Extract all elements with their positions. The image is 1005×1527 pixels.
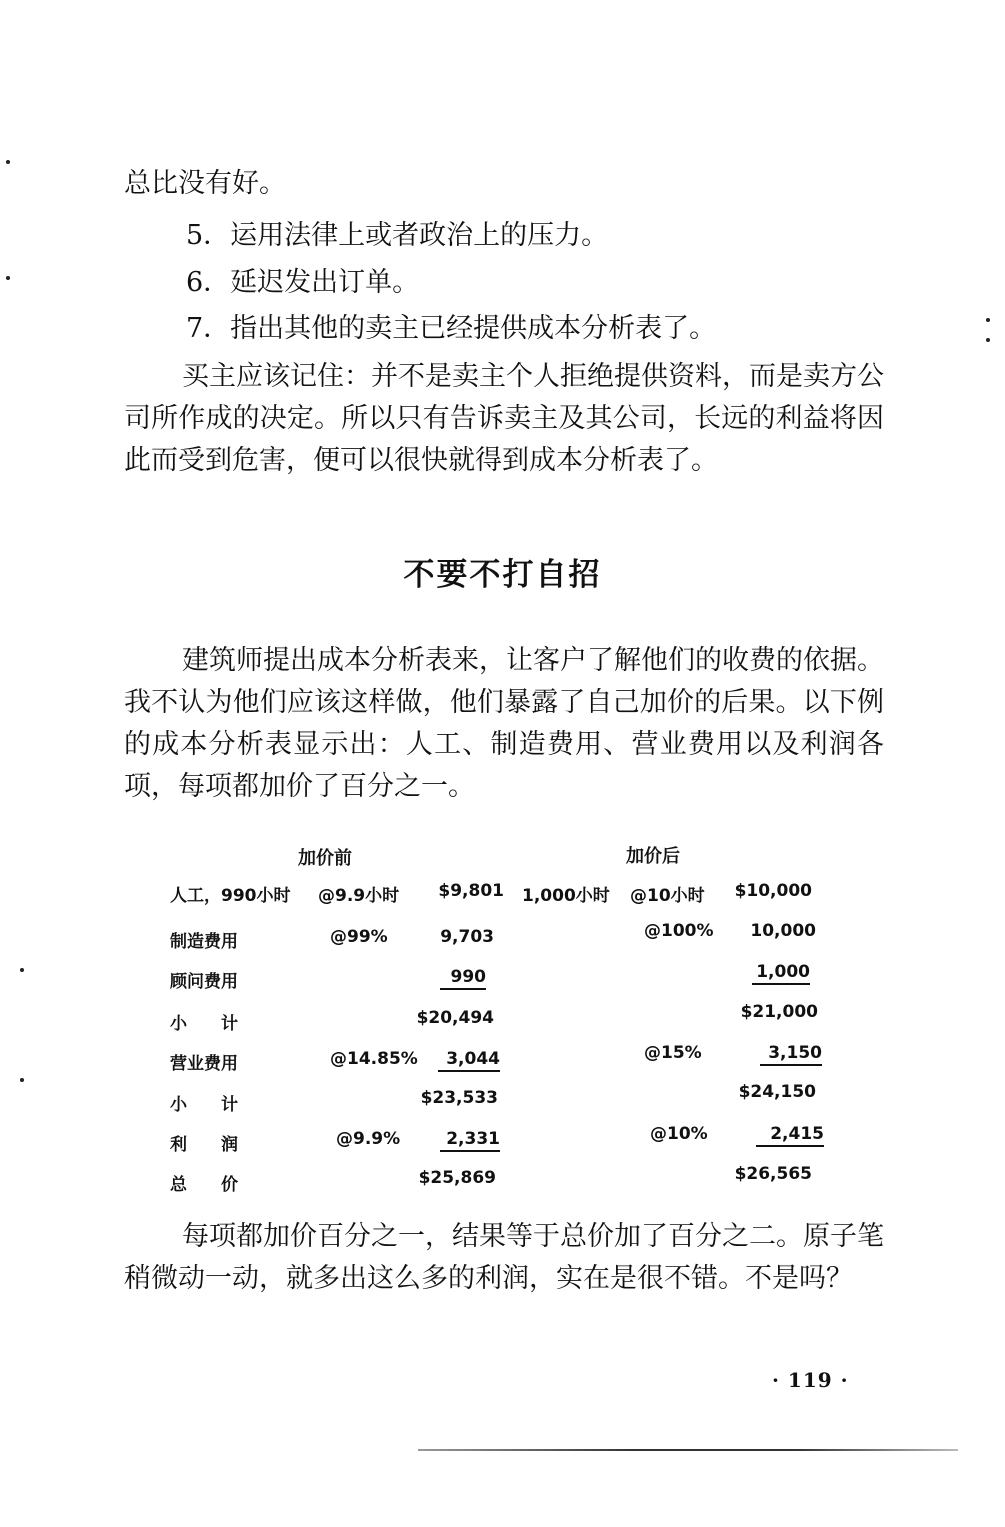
rate-after: @10%: [650, 1124, 708, 1144]
scan-speck: [986, 338, 990, 342]
list-item-6: 6．延迟发出订单。: [186, 267, 420, 298]
amount-before: $23,533: [420, 1088, 498, 1108]
scan-speck: [20, 1078, 24, 1082]
amount-before: $25,869: [418, 1168, 496, 1188]
list-item-7: 7．指出其他的卖主已经提供成本分析表了。: [186, 313, 717, 344]
row-label: 小 计: [170, 1014, 238, 1034]
amount-after: 1,000: [752, 962, 810, 985]
scan-speck: [20, 968, 24, 972]
amount-before: $9,801: [438, 881, 504, 901]
text-line: 总比没有好。: [124, 168, 286, 199]
amount-before: 2,331: [440, 1129, 500, 1152]
amount-after: 10,000: [750, 921, 816, 941]
row-label: 营业费用: [170, 1054, 238, 1074]
row-label: 制造费用: [170, 932, 238, 952]
amount-before: $20,494: [416, 1008, 494, 1028]
row-label: 小 计: [170, 1095, 238, 1115]
amount-after: $26,565: [734, 1164, 812, 1184]
rate-after: @15%: [644, 1043, 702, 1063]
row-label: 总 价: [170, 1175, 238, 1195]
amount-after: 2,415: [756, 1124, 824, 1147]
page-number: · 119 ·: [772, 1368, 849, 1392]
amount-before: 9,703: [440, 927, 494, 947]
scan-rule-line: [418, 1449, 958, 1451]
amount-before: 3,044: [438, 1049, 500, 1072]
row-label: 顾问费用: [170, 972, 238, 992]
amount-after: 3,150: [760, 1043, 822, 1066]
scan-speck: [6, 160, 10, 164]
rate-before: @9.9小时: [318, 886, 400, 906]
list-item-5: 5．运用法律上或者政治上的压力。: [186, 220, 609, 251]
row-label: 利 润: [170, 1135, 238, 1155]
rate-after: @100%: [644, 921, 714, 941]
column-header-before: 加价前: [298, 848, 352, 869]
section-heading: 不要不打自招: [403, 557, 602, 593]
amount-after: $21,000: [740, 1002, 818, 1022]
amount-before: 990: [440, 967, 486, 990]
paragraph: 每项都加价百分之一，结果等于总价加了百分之二。原子笔稍微动一动，就多出这么多的利润，实在是很不错。不是吗？: [124, 1221, 884, 1294]
paragraph: 买主应该记住：并不是卖主个人拒绝提供资料，而是卖方公司所作成的决定。所以只有告诉卖主及其公司，长远的利益将因此而受到危害，便可以很快就得到成本分析表了。: [124, 361, 884, 476]
scan-speck: [6, 276, 10, 280]
rate-after: @10小时: [630, 886, 705, 906]
scan-speck: [986, 318, 990, 322]
amount-after: $24,150: [738, 1082, 816, 1102]
rate-before: @99%: [330, 927, 388, 947]
row-label: 人工，990小时: [170, 886, 291, 906]
quantity-after: 1,000小时: [522, 886, 610, 906]
rate-before: @14.85%: [330, 1049, 418, 1069]
column-header-after: 加价后: [626, 846, 680, 867]
amount-after: $10,000: [734, 881, 812, 901]
paragraph: 建筑师提出成本分析表来，让客户了解他们的收费的依据。我不认为他们应该这样做，他们暴露了自己加价的后果。以下例的成本分析表显示出：人工、制造费用、营业费用以及利润各项，每项都加价了百分之一。: [124, 645, 884, 802]
rate-before: @9.9%: [336, 1129, 401, 1149]
